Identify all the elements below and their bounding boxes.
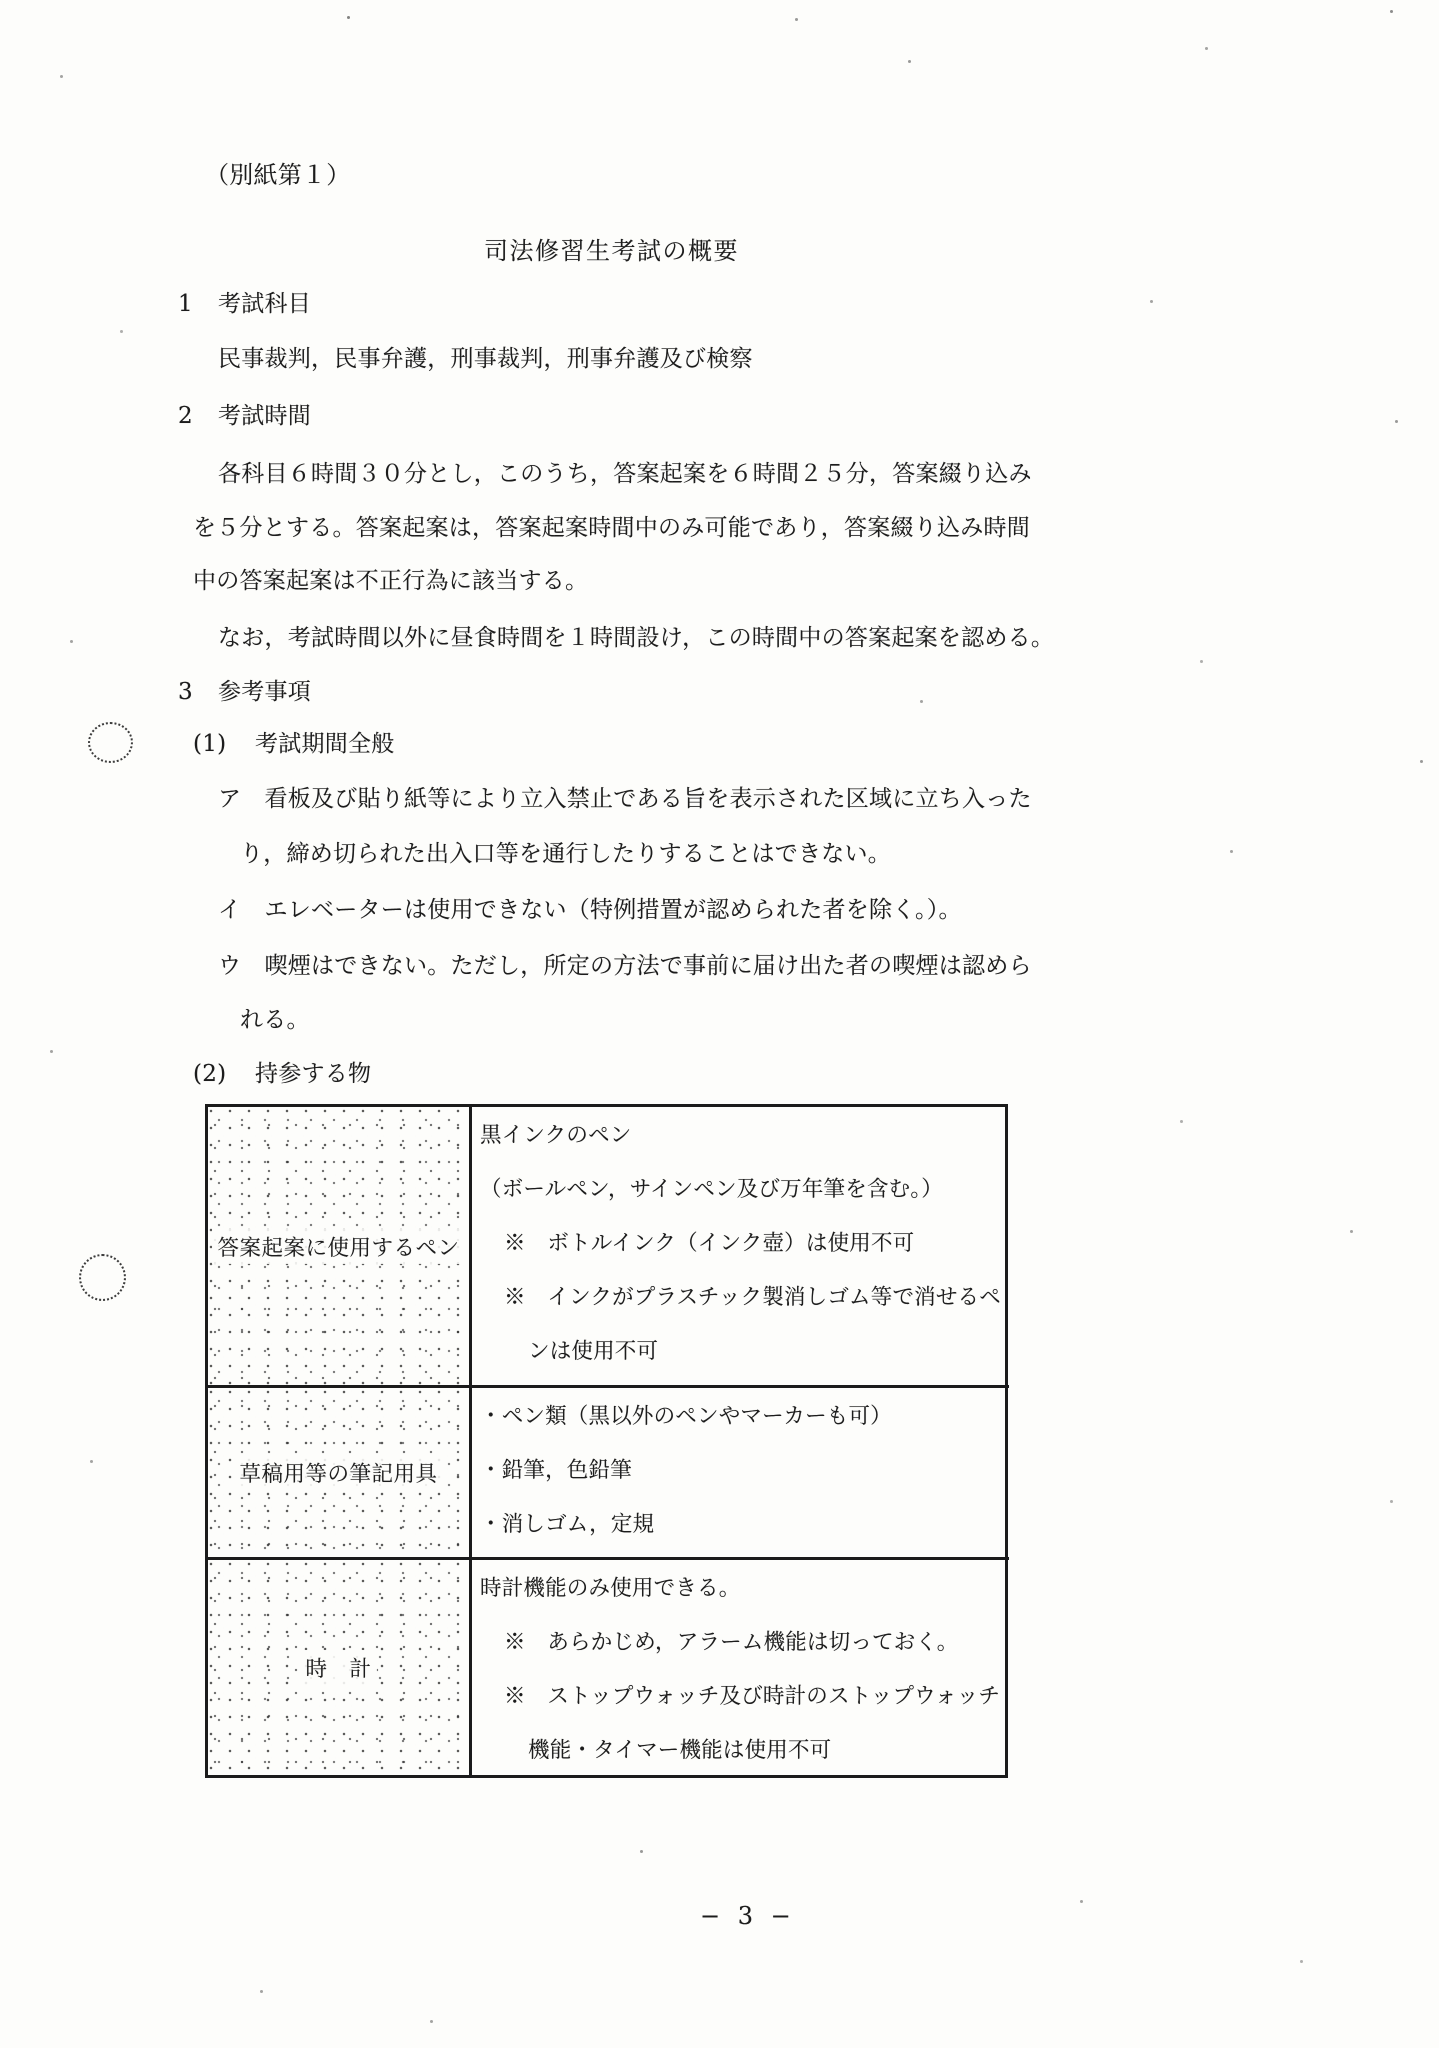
table-row-3-desc-line: 機能・タイマー機能は使用不可 <box>528 1738 832 1763</box>
exam-time-paragraph-line-1: 各科目６時間３０分とし，このうち，答案起案を６時間２５分，答案綴り込み <box>218 461 1032 487</box>
table-row-1-desc-line: ンは使用不可 <box>528 1339 659 1364</box>
subsection-2-heading <box>193 1059 371 1089</box>
section-3-number: 3 <box>178 679 193 705</box>
subsection-1-title: 考試期間全般 <box>255 731 395 757</box>
page-number: − 3 − <box>700 1902 796 1930</box>
section-2-number: 2 <box>178 403 193 429</box>
subsection-2-label: (2) <box>193 1061 227 1087</box>
table-row-3-item-cell <box>208 1560 472 1775</box>
table-row-2-item-label: 草稿用等の筆記用具 <box>234 1455 442 1490</box>
table-row-2-desc-line: ・消しゴム，定規 <box>480 1512 655 1537</box>
exam-time-paragraph-line-3: 中の答案起案は不正行為に該当する。 <box>193 568 589 594</box>
hole-punch-top <box>88 722 133 763</box>
section-2-title: 考試時間 <box>218 403 311 429</box>
section-3-heading <box>178 677 311 707</box>
exam-time-paragraph-line-2: を５分とする。答案起案は，答案起案時間中のみ可能であり，答案綴り込み時間 <box>193 515 1030 541</box>
table-row-3-desc-line: ※ あらかじめ，アラーム機能は切っておく。 <box>504 1630 959 1655</box>
table-row-1-desc-line: ※ ボトルインク（インク壺）は使用不可 <box>504 1231 915 1256</box>
table-row-3-desc-line: 時計機能のみ使用できる。 <box>480 1576 741 1601</box>
section-2-heading <box>178 401 311 431</box>
section-1-heading <box>178 289 311 319</box>
list-item-a-line-2: り，締め切られた出入口等を通行したりすることはできない。 <box>240 841 891 867</box>
section-1-number: 1 <box>178 291 193 317</box>
list-item-a-line-1: ア 看板及び貼り紙等により立入禁止である旨を表示された区域に立ち入った <box>218 786 1032 812</box>
items-to-bring-table <box>205 1104 1008 1778</box>
page-title: 司法修習生考試の概要 <box>484 237 739 265</box>
hole-punch-bottom <box>79 1254 126 1301</box>
section-3-title: 参考事項 <box>218 679 311 705</box>
table-row-3-item-label: 時 計 <box>300 1650 376 1685</box>
list-item-u-line-1: ウ 喫煙はできない。ただし，所定の方法で事前に届け出た者の喫煙は認めら <box>218 953 1032 979</box>
table-row-2-desc-line: ・鉛筆，色鉛筆 <box>480 1458 632 1483</box>
table-row-1-item-cell <box>208 1107 472 1388</box>
list-item-u-line-2: れる。 <box>240 1007 310 1033</box>
table-row-2-desc-line: ・ペン類（黒以外のペンやマーカーも可） <box>480 1404 892 1429</box>
exam-time-paragraph-line-4: なお，考試時間以外に昼食時間を１時間設け，この時間中の答案起案を認める。 <box>218 625 1055 651</box>
section-1-title: 考試科目 <box>218 291 311 317</box>
table-row-1-desc-line: （ボールペン，サインペン及び万年筆を含む。） <box>480 1177 943 1202</box>
table-row-1-desc-line: ※ インクがプラスチック製消しゴム等で消せるペ <box>504 1285 1001 1310</box>
table-row-2-item-cell <box>208 1388 472 1560</box>
table-row-3-desc-line: ※ ストップウォッチ及び時計のストップウォッチ <box>504 1684 1001 1709</box>
list-item-i-line-1: イ エレベーターは使用できない（特例措置が認められた者を除く。）。 <box>218 897 962 923</box>
table-row-3-desc-cell <box>472 1560 1009 1775</box>
table-row-1-item-label: 答案起案に使用するペン <box>212 1229 464 1264</box>
exam-subjects-line: 民事裁判，民事弁護，刑事裁判，刑事弁護及び検察 <box>218 346 753 372</box>
table-row-1-desc-cell <box>472 1107 1009 1388</box>
scan-noise-speckles <box>347 16 350 19</box>
subsection-2-title: 持参する物 <box>255 1061 372 1087</box>
attachment-label: （別紙第１） <box>205 161 351 189</box>
table-row-1-desc-line: 黒インクのペン <box>480 1123 632 1148</box>
subsection-1-heading <box>193 729 395 759</box>
table-row-2-desc-cell <box>472 1388 1009 1560</box>
subsection-1-label: (1) <box>193 731 227 757</box>
